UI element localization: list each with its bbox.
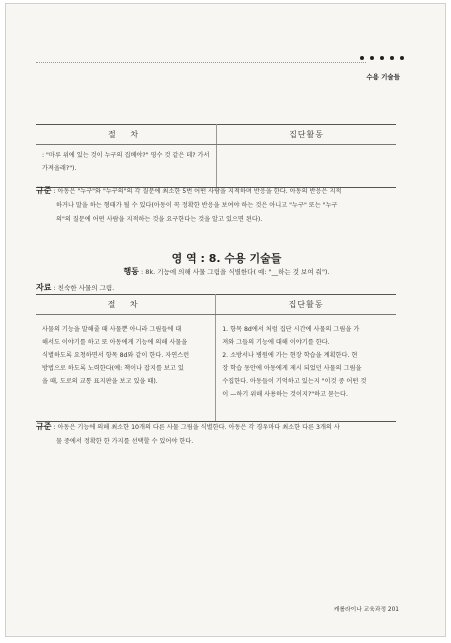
- procedure-line: 식별하도록 요청하면서 항목 8d와 같이 한다. 자연스런: [42, 352, 190, 359]
- criteria-label: 규준: [36, 186, 52, 195]
- criteria-label: 규준: [36, 422, 52, 431]
- table-header-row: [36, 125, 396, 145]
- procedure-cell: : "마루 위에 있는 것이 누구의 집베야?" 영수 것 같은 데? 가서 가져올래?").: [36, 145, 217, 188]
- header-rule: [36, 62, 366, 63]
- group-activity-line: 장 학습 동안에 아동에게 제시 되었던 사물의 그림을: [222, 365, 362, 372]
- activity-text: : 8k. 기능에 의해 사물 그림을 식별한다( 예: "__하는 것 보여 줘").: [140, 268, 330, 276]
- procedure-table-1: [36, 124, 396, 188]
- group-activity-line: 2. 소방서나 병원에 가는 현장 학습을 계획한다. 현: [222, 352, 358, 359]
- page-footer: 캐롤라이나 교육과정 201: [333, 607, 399, 613]
- section-title: 영 역 : 8. 수용 기술들: [171, 252, 282, 265]
- procedure-line: 사물의 기능을 말해줄 때 사물뿐 아니라 그림들에 대: [42, 326, 182, 333]
- group-activity-line: 1. 항목 8d에서 처럼 집단 시간에 사물의 그림을 가: [222, 326, 360, 333]
- header-dot: [380, 56, 384, 60]
- procedure-table-2: [36, 294, 396, 422]
- document-page: [5, 3, 446, 637]
- group-activity-column-header: 집단활동: [217, 125, 396, 145]
- header-dot: [370, 56, 374, 60]
- criteria-text-line: 물 중에서 정확한 한 가지를 선택할 수 있어야 한다.: [56, 438, 194, 445]
- criteria-block-1: [36, 184, 416, 227]
- criteria-block-2: [36, 420, 416, 449]
- procedure-line: 을 때, 도로의 교통 표지판을 보고 있을 때).: [42, 378, 158, 385]
- procedure-cell: [36, 315, 216, 422]
- material-label: 자료: [36, 283, 52, 292]
- group-activity-cell: [216, 315, 396, 422]
- running-header-title: 수용 기술들: [366, 73, 400, 81]
- group-activity-line: 이 —하기 위해 사용하는 것이지?"하고 묻는다.: [222, 391, 348, 398]
- procedure-column-header: 절 차: [36, 295, 216, 315]
- header-dot: [400, 56, 404, 60]
- table-row: [36, 145, 396, 188]
- criteria-text-line: : 아동은 "누구"와 "누구의"의 각 질문에 최소한 5번 어떤 사람을 지적하며 반응을 한다. 아동의 반응은 지적: [53, 188, 342, 195]
- procedure-line: 방법으로 하도록 노력한다(예: 책이나 잡지를 보고 있: [42, 365, 184, 372]
- header-dot: [390, 56, 394, 60]
- criteria-text-line: 하거나 말을 하는 형태가 될 수 있다(아동이 꼭 정확한 반응을 보여야 하는 것은 아니고 "누구" 또는 "누구: [56, 202, 338, 209]
- group-activity-line: 져와 그들의 기능에 대해 이야기를 한다.: [222, 339, 330, 346]
- criteria-text-line: : 아동은 기능에 의해 최소한 10개의 다른 사물 그림을 식별한다. 아동은 각 경우마다 최소한 다른 3개의 사: [53, 424, 340, 431]
- group-activity-cell: [217, 145, 396, 188]
- table-header-row: [36, 295, 396, 315]
- table-row: [36, 315, 396, 422]
- procedure-line: 해서도 이야기를 하고 또 아동에게 기능에 의해 사물을: [42, 339, 188, 346]
- activity-label: 행동: [123, 267, 139, 276]
- activity-line: [6, 266, 446, 277]
- group-activity-column-header: 집단활동: [216, 295, 396, 315]
- material-text: : 친숙한 사물의 그림.: [53, 284, 115, 292]
- procedure-column-header: 절 차: [36, 125, 217, 145]
- material-line: [36, 282, 114, 293]
- header-dot: [360, 56, 364, 60]
- criteria-text-line: 의"의 질문에 어떤 사람을 지적하는 것을 요구한다는 것을 알고 있으면 된다).: [56, 216, 263, 223]
- group-activity-line: 수집한다. 아동들이 기억하고 있는지 "이것 중 어떤 것: [222, 378, 367, 385]
- header-dots: [360, 56, 404, 60]
